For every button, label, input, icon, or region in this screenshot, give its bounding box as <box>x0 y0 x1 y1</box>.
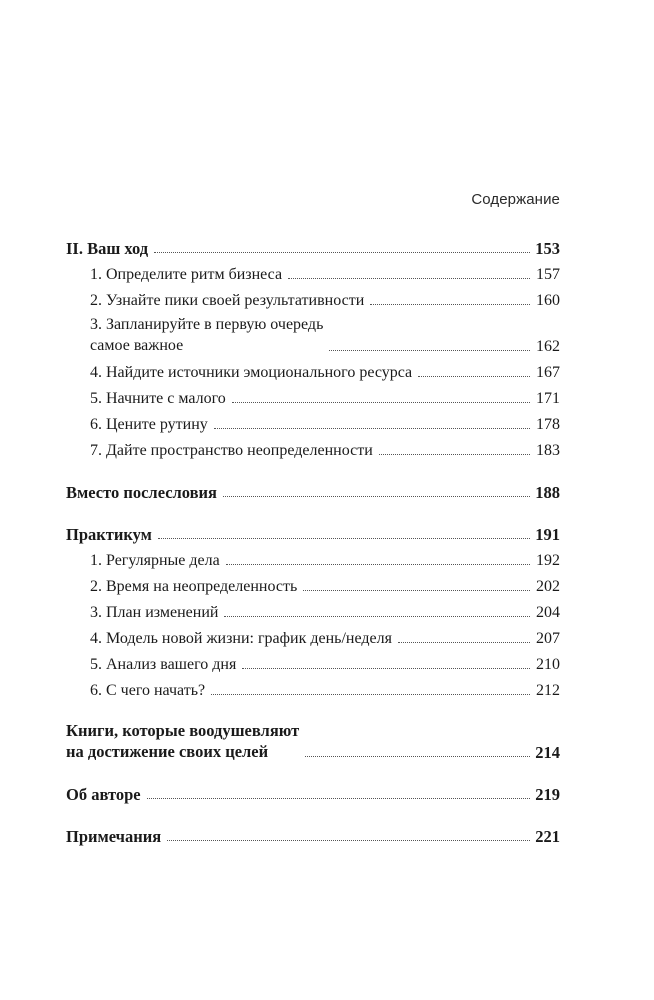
dot-leader <box>242 668 530 669</box>
toc-entry-title: 5. Начните с малого <box>90 390 226 407</box>
toc-entry-page: 153 <box>535 239 560 258</box>
toc-entry-page: 167 <box>536 364 560 381</box>
toc-entry-title: 2. Узнайте пики своей результативности <box>90 292 365 309</box>
toc-entry-title: 3. План изменений <box>90 604 219 621</box>
dot-leader <box>158 538 530 539</box>
toc-entry-title: 1. Определите ритм бизнеса <box>90 266 283 283</box>
dot-leader <box>224 616 530 617</box>
dot-leader <box>303 590 530 591</box>
toc-entry-2[interactable] <box>66 284 560 310</box>
toc-entry-7[interactable] <box>66 434 560 460</box>
toc-entry-page: 210 <box>536 656 560 673</box>
toc-entry-title: 6. Цените рутину <box>90 416 208 433</box>
toc-entry-title: 5. Анализ вашего дня <box>90 656 237 673</box>
toc-entry-page: 171 <box>536 390 560 407</box>
toc-entry-practicum-4[interactable] <box>66 622 560 648</box>
running-head: Содержание <box>471 191 560 208</box>
dot-leader <box>232 402 530 403</box>
dot-leader <box>226 564 530 565</box>
toc-entry-page: 192 <box>536 552 560 569</box>
toc-entry-title: 7. Дайте пространство неопределенности <box>90 442 373 459</box>
toc-entry-5[interactable] <box>66 382 560 408</box>
toc-entry-1[interactable] <box>66 258 560 284</box>
toc-entry-6[interactable] <box>66 408 560 434</box>
dot-leader <box>398 642 530 643</box>
dot-leader <box>379 454 530 455</box>
dot-leader <box>147 798 530 799</box>
toc-entry-title: 2. Время на неопределенность <box>90 578 298 595</box>
toc-entry-page: 191 <box>535 525 560 544</box>
toc-entry-practicum-6[interactable] <box>66 674 560 700</box>
toc-entry-afterword[interactable] <box>66 476 560 502</box>
toc-entry-page: 207 <box>536 630 560 647</box>
toc-entry-title: 4. Модель новой жизни: график день/неделя <box>90 630 392 647</box>
dot-leader <box>167 840 530 841</box>
toc-entry-notes[interactable] <box>66 820 560 846</box>
toc-entry-practicum-1[interactable] <box>66 544 560 570</box>
toc-entry-title-line-2: самое важное <box>90 337 184 354</box>
dot-leader <box>418 376 530 377</box>
toc-entry-title: Об авторе <box>66 785 141 804</box>
dot-leader <box>370 304 530 305</box>
toc-entry-title: 4. Найдите источники эмоционального ресурса <box>90 364 413 381</box>
toc-entry-title: 1. Регулярные дела <box>90 552 220 569</box>
toc-entry-practicum-2[interactable] <box>66 570 560 596</box>
dot-leader <box>214 428 530 429</box>
toc-entry-page: 157 <box>536 266 560 283</box>
dot-leader <box>288 278 530 279</box>
toc-entry-page: 188 <box>535 483 560 502</box>
toc-entry-4[interactable] <box>66 356 560 382</box>
dot-leader <box>223 496 530 497</box>
toc-entry-page: 204 <box>536 604 560 621</box>
toc-entry-title: Примечания <box>66 827 162 846</box>
toc-entry-page: 214 <box>535 743 560 762</box>
toc-entry-3[interactable] <box>66 310 560 356</box>
toc-entry-title <box>66 720 299 762</box>
toc-entry-practicum-5[interactable] <box>66 648 560 674</box>
toc-entry-practicum[interactable] <box>66 518 560 544</box>
toc-entry-page: 212 <box>536 682 560 699</box>
toc-entry-page: 221 <box>535 827 560 846</box>
toc-entry-title <box>90 314 323 356</box>
table-of-contents <box>66 232 560 846</box>
toc-entry-title: Практикум <box>66 525 152 544</box>
toc-entry-title: Вместо послесловия <box>66 483 217 502</box>
toc-entry-title: II. Ваш ход <box>66 239 149 258</box>
dot-leader <box>154 252 530 253</box>
toc-entry-page: 183 <box>536 442 560 459</box>
dot-leader <box>329 350 530 351</box>
toc-entry-section-2[interactable] <box>66 232 560 258</box>
toc-entry-page: 162 <box>536 338 560 355</box>
toc-entry-page: 219 <box>535 785 560 804</box>
toc-entry-title-line-1: 3. Запланируйте в первую очередь <box>90 316 324 333</box>
toc-entry-page: 202 <box>536 578 560 595</box>
dot-leader <box>305 756 530 757</box>
toc-entry-title: 6. С чего начать? <box>90 682 206 699</box>
toc-entry-practicum-3[interactable] <box>66 596 560 622</box>
toc-entry-page: 160 <box>536 292 560 309</box>
toc-entry-title-line-1: Книги, которые воодушевляют <box>66 721 300 740</box>
toc-entry-about-author[interactable] <box>66 778 560 804</box>
dot-leader <box>211 694 530 695</box>
toc-entry-page: 178 <box>536 416 560 433</box>
toc-entry-title-line-2: на достижение своих целей <box>66 742 269 761</box>
toc-entry-books[interactable] <box>66 716 560 762</box>
